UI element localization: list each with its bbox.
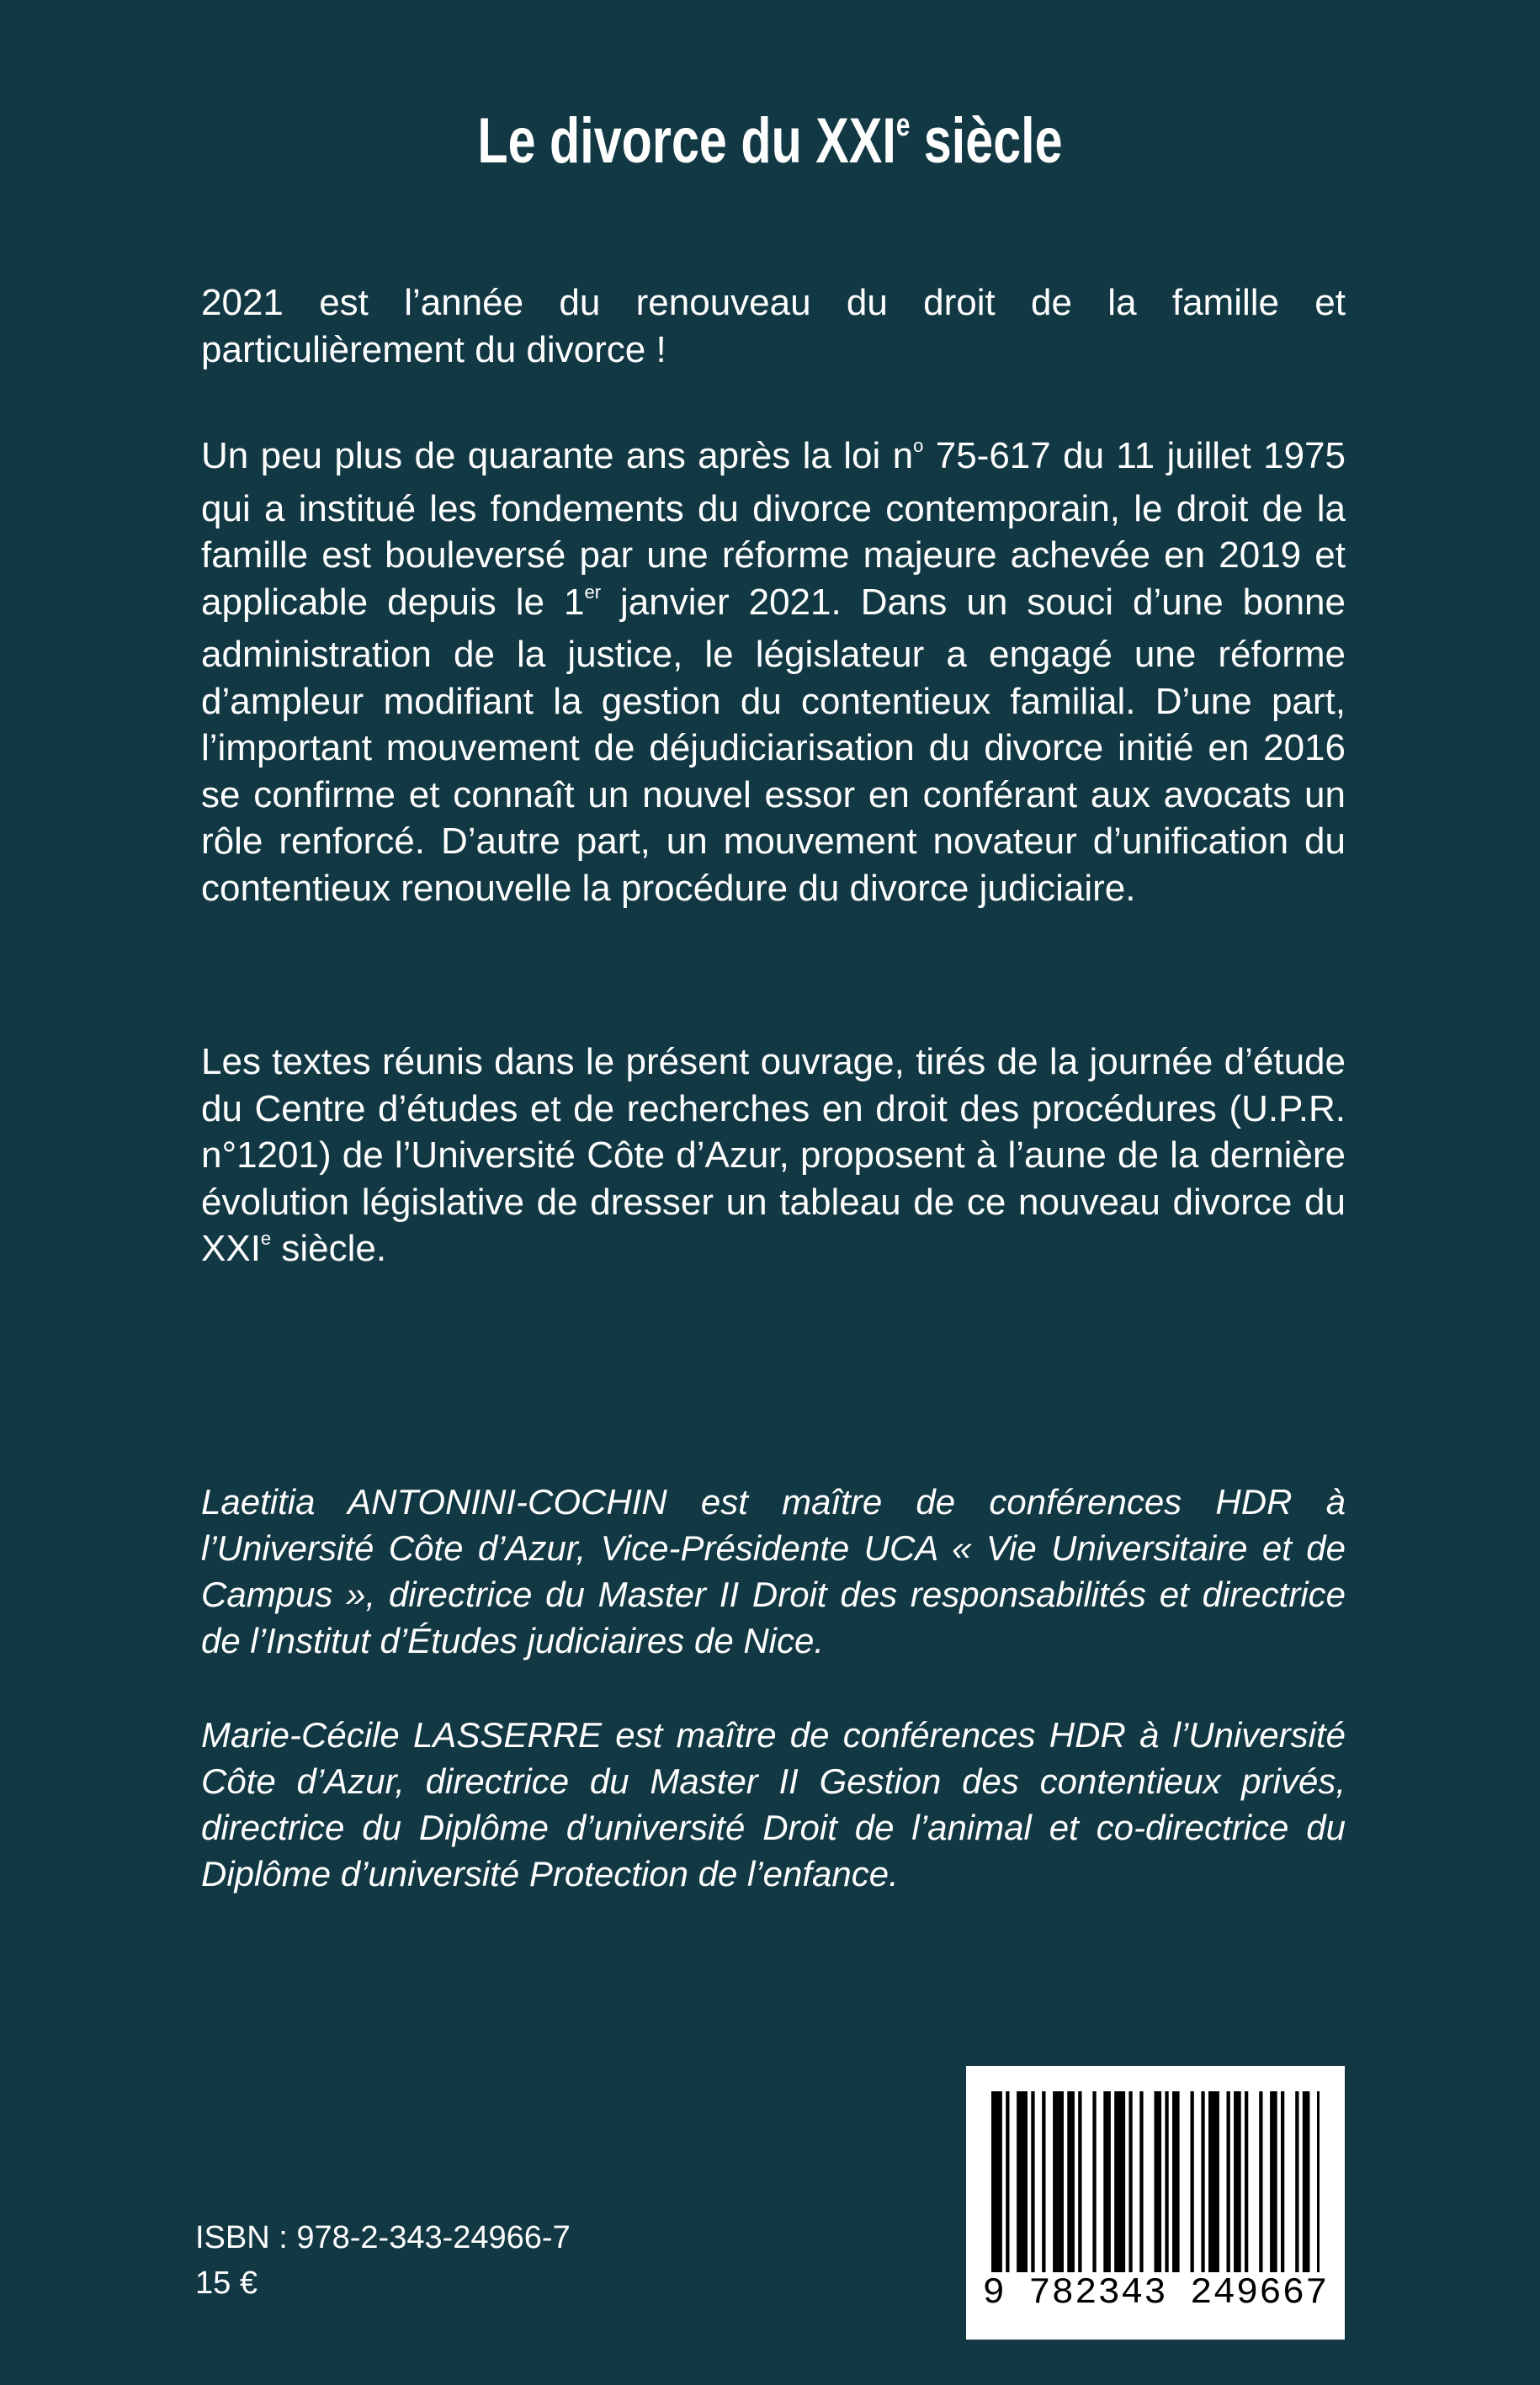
price: 15 € [195,2265,258,2301]
paragraph-texts [201,1038,1346,1278]
barcode-bar [1031,2091,1034,2272]
paragraph-reform-sup-no: o [913,435,924,457]
paragraph-reform-text [201,433,1346,911]
paragraph-intro-text: 2021 est l’année du renouveau du droit de la famille et particulièrement du divorce ! [201,282,1346,370]
author-name-2: Marie-Cécile LASSERRE [201,1715,603,1755]
barcode-bar [1270,2091,1277,2272]
barcode-bar [1303,2091,1310,2272]
barcode-bar [991,2091,1002,2272]
barcode-bar [1165,2091,1168,2272]
barcode-bar [1208,2091,1219,2272]
barcode-bar [1295,2091,1298,2272]
barcode [966,2066,1345,2340]
author-bio-1 [201,1479,1346,1664]
paragraph-reform-part-c: janvier 2021. Dans un souci d’une bonne administration de la justice, le législateur a engagé une réforme d’ampleur modifiant la gestion du contentieux familial. D’une part, l’important mouvement de déjudiciarisation du divorce initié en 2016 se confirme et connaît un nouvel essor en conférant aux avocats un rôle renforcé. D’autre part, un mouvement novateur d’unification du contentieux renouvelle la procédure du divorce judiciaire. [201,581,1346,909]
barcode-digits: 9 782343 249667 [982,2272,1329,2314]
barcode-bar [1053,2091,1064,2272]
title-superscript: e [895,107,911,143]
barcode-bar [1191,2091,1194,2272]
paragraph-intro [201,279,1346,373]
paragraph-reform-part-b: 75-617 du 11 juillet 1975 qui a institué les fondements du divorce contemporain, le droit de la famille est bouleversé par une réforme majeure achevée en 2019 et applicable depuis le 1 [201,435,1346,623]
barcode-bar [1259,2091,1262,2272]
barcode-bar [1281,2091,1284,2272]
barcode-bar [1234,2091,1241,2272]
book-title [169,99,1370,194]
barcode-bar [1317,2091,1320,2272]
author-bio-1-text: est maître de conférences HDR à l’Université Côte d’Azur, Vice-Présidente UCA « Vie Universitaire et de Campus », directrice du Master II Droit des responsabilités et directrice de l’Institut d’Études judiciaires de Nice. [201,1482,1346,1660]
barcode-bar [1227,2091,1230,2272]
barcode-bar [1245,2091,1248,2272]
isbn: ISBN : 978-2-343-24966-7 [195,2220,571,2255]
barcode-bar [1103,2091,1111,2272]
barcode-bar [1128,2091,1132,2272]
barcode-bar [1078,2091,1081,2272]
barcode-bar [1114,2091,1125,2272]
title-end: siècle [910,105,1063,177]
barcode-bar [1067,2091,1075,2272]
barcode-bar [1092,2091,1096,2272]
barcode-bar [1139,2091,1143,2272]
paragraph-texts-part-b: siècle. [271,1228,387,1269]
author-bio-2-text: est maître de conférences HDR à l’Université Côte d’Azur, directrice du Master II Gestion des contentieux privés, directrice du Diplôme d’université Droit de l’animal et co-directrice du Diplôme d’université Protection de l’enfance. [201,1715,1346,1894]
paragraph-texts-sup: e [260,1228,272,1250]
paragraph-reform [201,433,1346,911]
barcode-bar [1006,2091,1009,2272]
title-main: Le divorce du XXI [477,105,896,177]
paragraph-reform-sup-er: er [584,581,602,603]
paragraph-texts-text [201,1038,1346,1278]
barcode-bar [1172,2091,1180,2272]
author-name-1: Laetitia ANTONINI-COCHIN [201,1482,667,1522]
barcode-bar [1042,2091,1045,2272]
barcode-bar [1017,2091,1028,2272]
author-bio-2 [201,1712,1346,1897]
barcode-bars [991,2091,1320,2272]
barcode-bar [1201,2091,1204,2272]
paragraph-texts-part-a: Les textes réunis dans le présent ouvrage, tirés de la journée d’étude du Centre d’études et de recherches en droit des procédures (U.P.R. n°1201) de l’Université Côte d’Azur, proposent à l’aune de la dernière évolution législative de dresser un tableau de ce nouveau divorce du XXI [201,1041,1346,1269]
barcode-bar [1155,2091,1162,2272]
paragraph-reform-part-a: Un peu plus de quarante ans après la loi n [201,435,914,476]
